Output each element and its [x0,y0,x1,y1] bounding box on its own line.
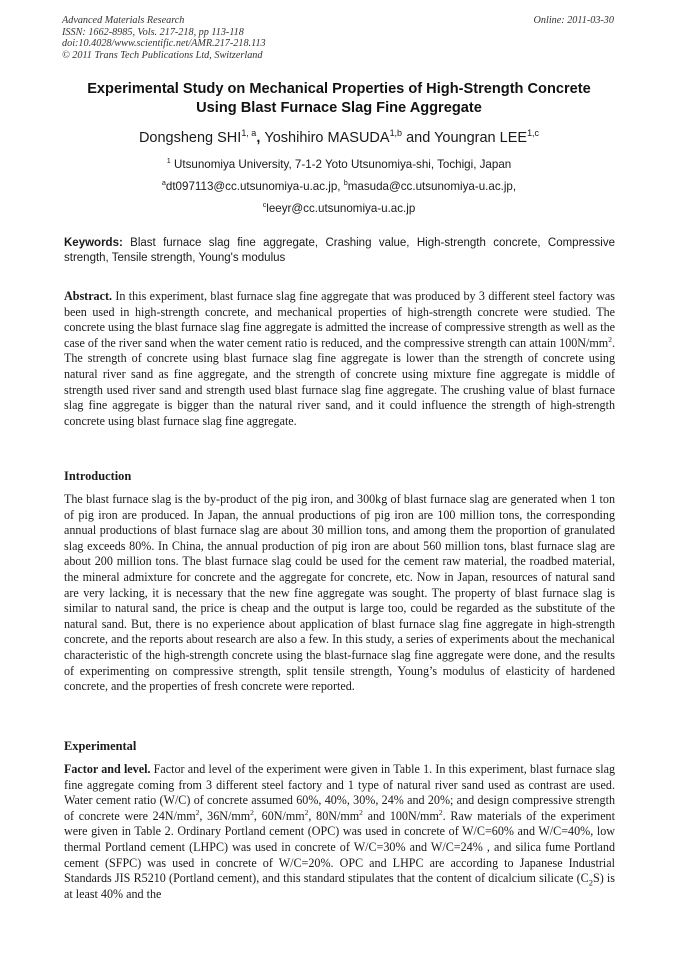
unit-sup: 2 [250,807,254,817]
author-separator: , [256,130,265,146]
copyright-line: © 2011 Trans Tech Publications Ltd, Switzerland [62,49,263,61]
email-a: dt097113@cc.utsunomiya-u.ac.jp [165,180,338,193]
title-line-1: Experimental Study on Mechanical Properties of High-Strength Concrete [87,81,591,97]
abstract [64,289,615,429]
author-sup: 1, a [241,128,257,139]
abstract-label: Abstract. [64,289,113,303]
author-name: Youngran LEE [434,130,528,146]
author-list [40,128,638,148]
introduction-paragraph: The blast furnace slag is the by-product of the pig iron, and 300kg of blast furnace slag are generated when 1 ton of pig iron are produced. In Japan, the annual productions of pig iron are 100 million tons, the corresponding annual productions of blast furnace slag are about 30 million tons, and among them the proportion of granulated slag exceeds 80%. In China, the annual production of pig iron are about 560 million tons, blast furnace slag are about 200 million tons. The blast furnace slag could be used for the cement raw material, the roadbed material, the mineral admixture for concrete and the aggregate for concrete, etc. Now in Japan, resources of natural sand are very lacking, it is necessary that the new fine aggregate was sought. The property of blast furnace slag is similar to natural sand, the price is cheap and the output is large too, could be regarded as the substitute of the natural sand. But, there is no experience about application of blast furnace slag fine aggregate in high-strength concrete, and the reports about research are also a few. In this study, a series of experiments about the mechanical characteristic of the high-strength concrete using the blast-furnace slag fine aggregate were done, and the results of experimenting on compressive strength, split tensile strength, Young’s modulus of elasticity of hardened concrete, and the properties of fresh concrete were reported. [64,492,615,694]
affiliation-text: Utsunomiya University, 7-1-2 Yoto Utsunomiya-shi, Tochigi, Japan [170,158,512,171]
paragraph-text: S) is at least 40% and the [64,871,615,901]
section-heading-experimental: Experimental [64,739,137,753]
online-date: Online: 2011-03-30 [533,15,614,26]
email-sup: b [343,178,348,188]
author-sup: 1,b [389,128,403,139]
journal-name: Advanced Materials Research [62,15,185,26]
unit-sup: 2 [195,807,200,817]
author-name: Yoshihiro MASUDA [264,130,390,146]
unit-sup: 2 [304,807,309,817]
author-name: Dongsheng SHI [138,130,242,146]
email-c: leeyr@cc.utsunomiya-u.ac.jp [266,202,416,215]
paragraph-lead: Factor and level. [64,762,151,776]
affiliation-sup: 1 [166,156,171,166]
affiliation [40,158,638,172]
unit-sup: 2 [608,334,612,344]
keywords [64,236,615,266]
keywords-label: Keywords: [64,237,123,249]
email-sup: a [161,178,166,188]
email-line-2 [40,202,638,216]
paragraph-text: and 100N/mm [362,808,439,823]
abstract-text: . The strength of concrete using blast furnace slag fine aggregate is lower than the strength of concrete using natural river sand as fine aggregate, and the strength of concrete using mixture fine aggregate is middle of strength used river sand and strength used blast furnace slag fine aggregate. The crushing value of blast furnace slag fine aggregate is bigger than the natural river sand, and it could influence the strength of high-strength concrete using blast furnace slag fine aggregate. [64,335,615,428]
abstract-text: In this experiment, blast furnace slag fine aggregate that was produced by 3 different steel factory was been used in high-strength concrete, and mechanical properties of high-strength concrete were studied. The concrete using the blast furnace slag fine aggregate is admitted the increase of compressive strength as well as the case of the river sand when the water cement ratio is reduced, and the compressive strength can attain 100N/mm [64,289,615,350]
email-b: masuda@cc.utsunomiya-u.ac.jp [347,180,513,193]
unit-sup: 2 [359,807,363,817]
paragraph-text: , 60N/mm [253,808,305,823]
paragraph-text: , 80N/mm [308,808,360,823]
issn-line: ISSN: 1662-8985, Vols. 217-218, pp 113-118 [62,26,244,38]
paragraph-text: , 36N/mm [199,808,251,823]
email-separator: , [512,180,517,193]
keywords-text: Blast furnace slag fine aggregate, Crashing value, High-strength concrete, Compressive strength, Tensile strength, Young's modulus [64,237,615,264]
journal-header [62,15,266,61]
author-sup: 1,c [527,128,540,139]
paragraph-text: Factor and level of the experiment were given in Table 1. In this experiment, blast furnace slag fine aggregate coming from 3 different steel factory and 1 type of natural river sand used as contrast are used. Water cement ratio (W/C) of concrete assumed 60%, 40%, 30%, 24% and 20%; and design compressive strength of concrete were 24N/mm [64,762,615,823]
paragraph-text: . Raw materials of the experiment were given in Table 2. Ordinary Portland cement (OPC) was used in concrete of W/C=60% and W/C=40%, low thermal Portland cement (LHPC) was used in concrete of W/C=30% and W/C=24% , and silica fume Portland cement (SFPC) was used in concrete of W/C=20%. OPC and LHPC are according to Japanese Industrial Standards JIS R5210 (Portland cement), and this standard stipulates that the content of dicalcium silicate (C [64,808,615,886]
email-separator: , [337,180,344,193]
section-heading-introduction: Introduction [64,469,132,483]
doi-line: doi:10.4028/www.scientific.net/AMR.217-218.113 [62,38,266,50]
unit-sup: 2 [438,807,443,817]
email-line-1 [40,180,638,194]
experimental-paragraph [64,762,615,902]
paper-title [40,80,638,118]
email-sup: c [262,200,267,210]
author-separator: and [402,130,435,146]
chem-sub: 2 [588,877,593,888]
title-line-2: Using Blast Furnace Slag Fine Aggregate [196,100,482,116]
